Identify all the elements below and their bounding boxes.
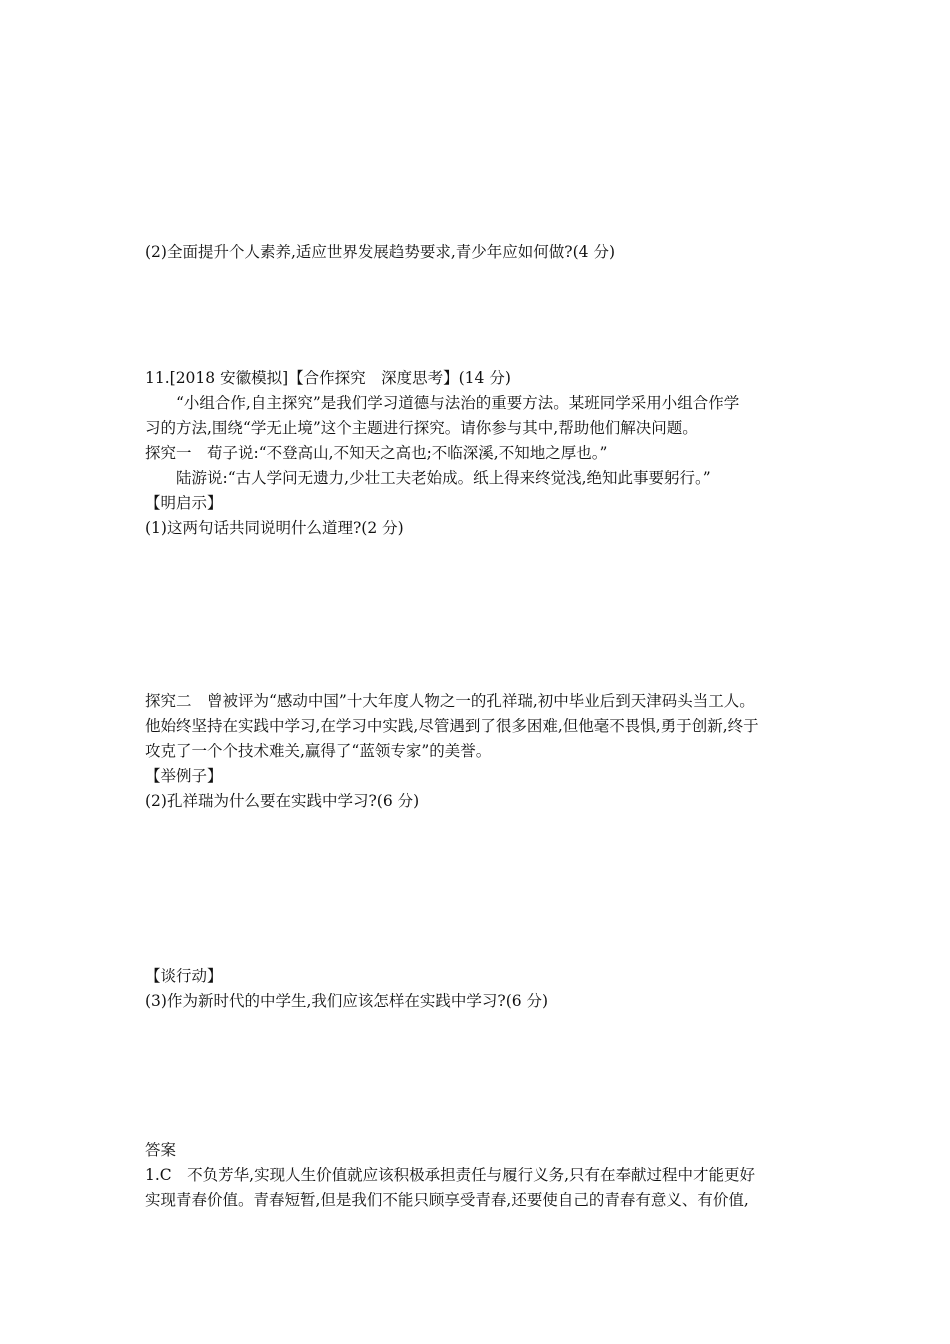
answer-1-line-2: 实现青春价值。青春短暂,但是我们不能只顾享受青春,还要使自己的青春有意义、有价值, <box>145 1191 749 1209</box>
question-11-intro-line-2: 习的方法,围绕“学无止境”这个主题进行探究。请你参与其中,帮助他们解决问题。 <box>145 419 698 437</box>
section-1-title: 【明启示】 <box>145 494 223 512</box>
section-2-title: 【举例子】 <box>145 767 223 785</box>
question-11-intro-line-1: “小组合作,自主探究”是我们学习道德与法治的重要方法。某班同学采用小组合作学 <box>176 394 740 412</box>
explore-2-line-1: 探究二 曾被评为“感动中国”十大年度人物之一的孔祥瑞,初中毕业后到天津码头当工人。 <box>145 692 755 710</box>
section-3-title: 【谈行动】 <box>145 967 223 985</box>
explore-2-line-2: 他始终坚持在实践中学习,在学习中实践,尽管遇到了很多困难,但他毫不畏惧,勇于创新,终于 <box>145 717 759 735</box>
explore-2-line-3: 攻克了一个个技术难关,赢得了“蓝领专家”的美誉。 <box>145 742 492 760</box>
question-10-part-2: (2)全面提升个人素养,适应世界发展趋势要求,青少年应如何做?(4 分) <box>145 243 616 261</box>
question-11-part-3: (3)作为新时代的中学生,我们应该怎样在实践中学习?(6 分) <box>145 992 549 1010</box>
question-11-part-2: (2)孔祥瑞为什么要在实践中学习?(6 分) <box>145 792 420 810</box>
explore-1-line-1: 探究一 荀子说:“不登高山,不知天之高也;不临深溪,不知地之厚也。” <box>145 444 608 462</box>
answers-title: 答案 <box>145 1141 177 1159</box>
question-11-header: 11.[2018 安徽模拟]【合作探究 深度思考】(14 分) <box>145 369 511 387</box>
answer-1-line-1: 1.C 不负芳华,实现人生价值就应该积极承担责任与履行义务,只有在奉献过程中才能更好 <box>145 1166 756 1184</box>
question-11-part-1: (1)这两句话共同说明什么道理?(2 分) <box>145 519 404 537</box>
explore-1-line-2: 陆游说:“古人学问无遗力,少壮工夫老始成。纸上得来终觉浅,绝知此事要躬行。” <box>176 469 711 487</box>
